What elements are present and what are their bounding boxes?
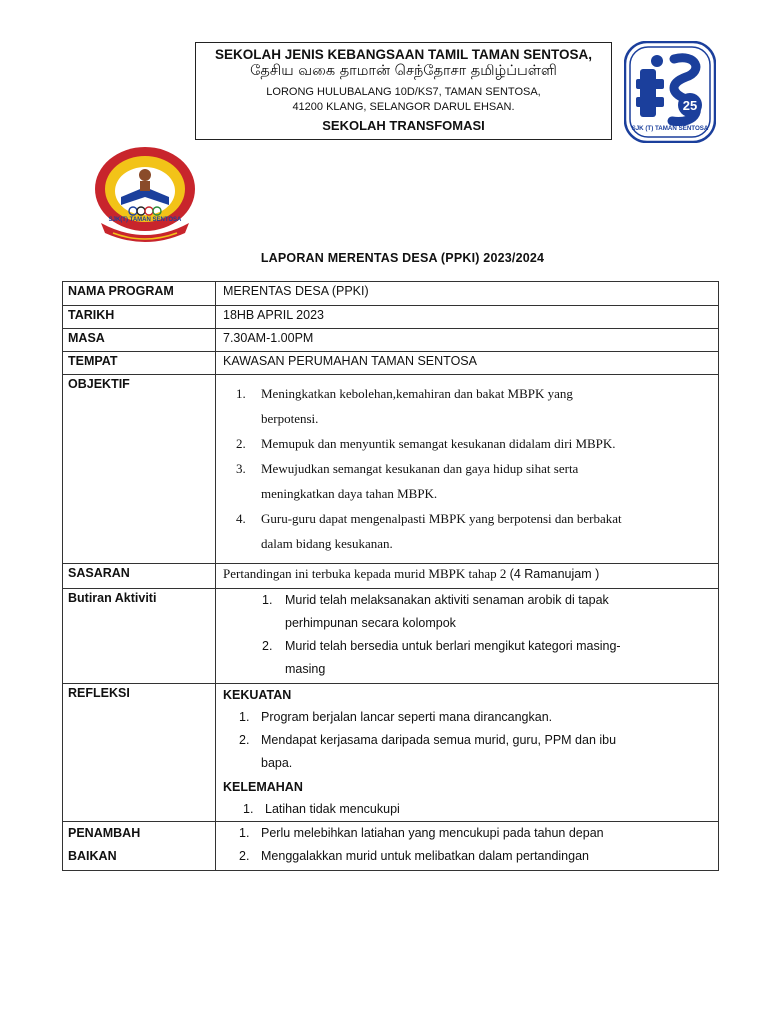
- list-item: 1. Program berjalan lancar seperti mana dirancangkan.: [239, 710, 553, 724]
- butiran-list: [216, 589, 718, 681]
- list-item: 2. Menggalakkan murid untuk melibatkan dalam pertandingan: [239, 849, 589, 863]
- table-row: [63, 564, 719, 589]
- value-butiran-aktiviti: [216, 589, 719, 684]
- kelemahan-heading: KELEMAHAN: [223, 780, 303, 794]
- list-item: 2. Mendapat kerjasama daripada semua murid, guru, PPM dan ibu bapa.: [239, 733, 617, 770]
- school-25-emblem-icon: [624, 41, 716, 143]
- list-item: 2. Memupuk dan menyuntik semangat kesukanan didalam diri MBPK.: [236, 436, 616, 451]
- value-tarikh: 18HB APRIL 2023: [216, 306, 719, 329]
- penambah-list: [216, 822, 718, 868]
- report-table: [62, 281, 719, 871]
- label-masa: MASA: [63, 329, 216, 352]
- table-row: [63, 589, 719, 684]
- value-penambah-baikan: [216, 822, 719, 871]
- label-objektif: OBJEKTIF: [63, 375, 216, 564]
- list-item: 3. Mewujudkan semangat kesukanan dan gaya hidup sihat serta meningkatkan daya tahan MBPK.: [236, 461, 579, 501]
- table-row: [63, 329, 719, 352]
- table-row: [63, 684, 719, 822]
- table-row: [63, 375, 719, 564]
- school-address-line2: 41200 KLANG, SELANGOR DARUL EHSAN.: [292, 101, 515, 113]
- school-name-tamil: தேசிய வகை தாமான் செந்தோசா தமிழ்ப்பள்ளி: [250, 63, 557, 79]
- label-tarikh: TARIKH: [63, 306, 216, 329]
- label-nama-program: NAMA PROGRAM: [63, 282, 216, 306]
- school-address-line1: LORONG HULUBALANG 10D/KS7, TAMAN SENTOSA,: [266, 86, 541, 98]
- table-row: [63, 306, 719, 329]
- emblem-number: 25: [682, 98, 698, 113]
- list-item: 2. Murid telah bersedia untuk berlari mengikut kategori masing- masing: [262, 639, 621, 676]
- label-penambah-baikan: PENAMBAH BAIKAN: [63, 822, 216, 871]
- label-butiran-aktiviti: Butiran Aktiviti: [63, 589, 216, 684]
- label-refleksi: REFLEKSI: [63, 684, 216, 822]
- value-refleksi: [216, 684, 719, 822]
- table-row: [63, 352, 719, 375]
- list-item: 4. Guru-guru dapat mengenalpasti MBPK yang berpotensi dan berbakat dalam bidang kesukanan.: [236, 511, 622, 551]
- school-crest-icon: [91, 143, 199, 245]
- value-tempat: KAWASAN PERUMAHAN TAMAN SENTOSA: [216, 352, 719, 375]
- emblem-caption: SJK (T) TAMAN SENTOSA: [631, 125, 709, 132]
- label-tempat: TEMPAT: [63, 352, 216, 375]
- value-sasaran: Pertandingan ini terbuka kepada murid MBPK tahap 2 (4 Ramanujam ): [216, 564, 719, 589]
- objektif-list: [216, 381, 718, 556]
- list-item: 1. Perlu melebihkan latiahan yang mencukupi pada tahun depan: [239, 826, 604, 840]
- list-item: 1. Murid telah melaksanakan aktiviti senaman arobik di tapak perhimpunan secara kolompok: [262, 593, 609, 630]
- report-title: LAPORAN MERENTAS DESA (PPKI) 2023/2024: [260, 251, 545, 265]
- table-row: [63, 282, 719, 306]
- value-masa: 7.30AM-1.00PM: [216, 329, 719, 352]
- label-sasaran: SASARAN: [63, 564, 216, 589]
- list-item: 1. Meningkatkan kebolehan,kemahiran dan bakat MBPK yang berpotensi.: [236, 386, 573, 426]
- kelemahan-list: [216, 798, 718, 821]
- value-objektif: [216, 375, 719, 564]
- value-nama-program: MERENTAS DESA (PPKI): [216, 282, 719, 306]
- school-name: SEKOLAH JENIS KEBANGSAAN TAMIL TAMAN SENTOSA,: [214, 47, 593, 62]
- kekuatan-list: [216, 706, 718, 775]
- list-item: 1. Latihan tidak mencukupi: [243, 802, 400, 816]
- kekuatan-heading: KEKUATAN: [223, 688, 292, 702]
- table-row: [63, 822, 719, 871]
- school-subtitle: SEKOLAH TRANSFOMASI: [322, 118, 485, 133]
- school-header: [195, 42, 612, 140]
- crest-motto: SJK(T) TAMAN SENTOSA: [108, 217, 182, 223]
